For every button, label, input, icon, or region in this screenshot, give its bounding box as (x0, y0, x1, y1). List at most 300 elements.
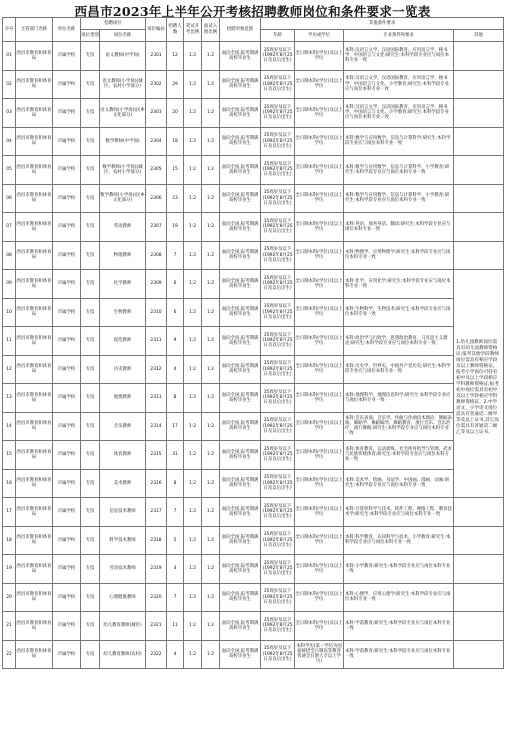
cell-dept: 西昌市教育和体育局 (16, 70, 53, 99)
cell-ratio2: 1:2 (202, 640, 220, 669)
cell-age: 35周岁及以下(1992年8月25日及以后出生) (261, 127, 295, 156)
cell-ratio2: 1:2 (202, 498, 220, 527)
cell-age: 35周岁及以下(1992年8月25日及以后出生) (261, 384, 295, 413)
cell-num: 4 (167, 555, 184, 584)
cell-num: 6 (167, 298, 184, 327)
cell-code: 2317 (146, 498, 167, 527)
cell-other (454, 99, 504, 128)
cell-type: 专技 (81, 640, 100, 669)
table-body (3, 42, 504, 669)
cell-ratio1: 1:2 (184, 70, 202, 99)
header-postype: 岗位类别 (81, 30, 100, 42)
cell-ratio1: 1:2 (184, 241, 202, 270)
table-row (3, 241, 504, 270)
cell-edu: 全日制本科(学位)及以上学历 (295, 498, 344, 527)
cell-major: 本科:历史学、世界史、中国共产党历史;研究生:本科学段专业应与岗位本科专业一致 (344, 355, 454, 384)
cell-name: 语文教师(小学岗)(民乡文化部分) (100, 99, 146, 128)
cell-code: 2320 (146, 583, 167, 612)
cell-major: 本科:学前教育;研究生:本科学段专业应与岗位本科专业一致 (344, 640, 454, 669)
cell-unit: 市属学校 (53, 70, 81, 99)
cell-unit: 市属学校 (53, 526, 81, 555)
cell-age: 35周岁及以下(1992年8月25日及以后出生) (261, 640, 295, 669)
cell-unit: 市属学校 (53, 640, 81, 669)
cell-edu: 全日制本科(学位)及以上学历 (295, 612, 344, 641)
cell-target: 面向全国,报考期满高校毕业生 (220, 412, 261, 441)
cell-age: 35周岁及以下(1992年8月25日及以后出生) (261, 42, 295, 71)
cell-age: 35周岁及以下(1992年8月25日及以后出生) (261, 441, 295, 470)
cell-target: 面向全国,报考期满高校毕业生 (220, 355, 261, 384)
cell-unit: 市属学校 (53, 184, 81, 213)
table-row (3, 612, 504, 641)
cell-ratio1: 1:2 (184, 583, 202, 612)
cell-ratio1: 1:2 (184, 526, 202, 555)
cell-age: 35周岁及以下(1992年8月25日及以后出生) (261, 70, 295, 99)
table-row (3, 583, 504, 612)
cell-seq: 09 (3, 270, 16, 299)
cell-other (454, 42, 504, 71)
cell-target: 面向全国,报考期满高校毕业生 (220, 384, 261, 413)
cell-edu: 全日制本科(学位)及以上学历 (295, 526, 344, 555)
cell-num: 7 (167, 498, 184, 527)
cell-num: 15 (167, 156, 184, 185)
cell-seq: 07 (3, 213, 16, 242)
cell-other (454, 156, 504, 185)
cell-unit: 市属学校 (53, 583, 81, 612)
cell-other (454, 555, 504, 584)
header-ratio1: 笔试开考比例 (184, 18, 202, 42)
cell-code: 2302 (146, 70, 167, 99)
cell-code: 2308 (146, 241, 167, 270)
table-row (3, 640, 504, 669)
cell-dept: 西昌市教育和体育局 (16, 99, 53, 128)
cell-code: 2312 (146, 355, 167, 384)
cell-seq: 20 (3, 583, 16, 612)
cell-target: 面向全国,报考期满高校毕业生 (220, 441, 261, 470)
cell-ratio2: 1:2 (202, 156, 220, 185)
header-seq: 序号 (3, 18, 16, 42)
cell-seq: 13 (3, 384, 16, 413)
cell-seq: 11 (3, 327, 16, 356)
cell-edu: 全日制本科(学位)及以上学历 (295, 583, 344, 612)
cell-type: 专技 (81, 99, 100, 128)
cell-seq: 04 (3, 127, 16, 156)
cell-unit: 市属学校 (53, 298, 81, 327)
cell-major: 本科:地理科学、地理信息科学;研究生:本科学段专业应与岗位本科专业一致 (344, 384, 454, 413)
cell-ratio1: 1:2 (184, 298, 202, 327)
cell-target: 面向全国,报考期满高校毕业生 (220, 70, 261, 99)
table-row (3, 270, 504, 299)
cell-major: 本科:体育教育、运动训练、社会体育指导与管理、武术与民族传统体育;研究生:本科学段专业应与岗位本科专业一致 (344, 441, 454, 470)
cell-ratio1: 1:2 (184, 127, 202, 156)
cell-edu: 全日制本科(学位)及以上学历 (295, 70, 344, 99)
cell-target: 面向全国,报考期满高校毕业生 (220, 127, 261, 156)
cell-seq: 14 (3, 412, 16, 441)
cell-dept: 西昌市教育和体育局 (16, 384, 53, 413)
cell-age: 35周岁及以下(1992年8月25日及以后出生) (261, 526, 295, 555)
cell-type: 专技 (81, 526, 100, 555)
cell-target: 面向全国,报考期满高校毕业生 (220, 469, 261, 498)
table-row (3, 555, 504, 584)
cell-ratio2: 1:2 (202, 555, 220, 584)
table-row (3, 498, 504, 527)
cell-age: 35周岁及以下(1992年8月25日及以后出生) (261, 355, 295, 384)
cell-unit: 市属学校 (53, 99, 81, 128)
cell-major: 本科:计算机科学与技术、软件工程、网络工程、教育技术学;研究生:本科学段专业应与岗位本科专业一致 (344, 498, 454, 527)
cell-seq: 12 (3, 355, 16, 384)
cell-ratio2: 1:2 (202, 127, 220, 156)
cell-edu: 全日制本科(学位)及以上学历 (295, 355, 344, 384)
cell-target: 面向全国,报考期满高校毕业生 (220, 640, 261, 669)
cell-major: 本科:数学与应用数学、信息与计算科学;研究生:本科学段专业应与岗位本科专业一致 (344, 127, 454, 156)
cell-other (454, 526, 504, 555)
table-row (3, 469, 504, 498)
cell-age: 35周岁及以下(1992年8月25日及以后出生) (261, 241, 295, 270)
cell-name: 劳动技术教师 (100, 555, 146, 584)
cell-seq: 18 (3, 526, 16, 555)
cell-type: 专技 (81, 327, 100, 356)
cell-seq: 05 (3, 156, 16, 185)
cell-type: 专技 (81, 213, 100, 242)
cell-other (454, 241, 504, 270)
header-other: 其他 (454, 30, 504, 42)
cell-ratio2: 1:2 (202, 241, 220, 270)
cell-code: 2303 (146, 99, 167, 128)
cell-ratio2: 1:2 (202, 70, 220, 99)
table-row (3, 384, 504, 413)
cell-major: 本科:美术学、绘画、书法学、中国画、漫画、动画;研究生:本科学段专业应与岗位本科专业一致 (344, 469, 454, 498)
header-cond: 其他条件要求 (261, 18, 504, 30)
cell-name: 地理教师 (100, 384, 146, 413)
cell-edu: 本科学历(第一学历为国家统招全日制高等教育普通全日制大专以上学历) (295, 640, 344, 669)
cell-ratio2: 1:2 (202, 355, 220, 384)
cell-ratio1: 1:2 (184, 441, 202, 470)
table-row (3, 70, 504, 99)
cell-name: 信息技术教师 (100, 498, 146, 527)
cell-dept: 西昌市教育和体育局 (16, 184, 53, 213)
cell-target: 面向全国,报考期满高校毕业生 (220, 156, 261, 185)
cell-ratio1: 1:2 (184, 270, 202, 299)
cell-ratio2: 1:2 (202, 42, 220, 71)
cell-dept: 西昌市教育和体育局 (16, 213, 53, 242)
cell-code: 2315 (146, 441, 167, 470)
cell-major: 本科:汉语言文学、汉语国际教育、应用语言学、秘书学、中国语言与文化、小学教育;研究生:本科学段专业应与岗位本科专业一致 (344, 99, 454, 128)
table-row (3, 156, 504, 185)
cell-edu: 全日制本科(学位)及以上学历 (295, 184, 344, 213)
cell-unit: 市属学校 (53, 270, 81, 299)
table-row (3, 99, 504, 128)
table-row (3, 441, 504, 470)
cell-num: 31 (167, 441, 184, 470)
cell-code: 2306 (146, 184, 167, 213)
cell-major: 本科:英语、商务英语、翻译;研究生:本科学段专业应与岗位本科专业一致 (344, 213, 454, 242)
cell-ratio2: 1:2 (202, 412, 220, 441)
cell-other (454, 213, 504, 242)
cell-ratio2: 1:2 (202, 99, 220, 128)
cell-ratio2: 1:2 (202, 213, 220, 242)
cell-num: 9 (167, 327, 184, 356)
cell-major: 本科:学前教育;研究生:本科学段专业应与岗位本科专业一致 (344, 612, 454, 641)
cell-code: 2322 (146, 640, 167, 669)
cell-age: 35周岁及以下(1992年8月25日及以后出生) (261, 213, 295, 242)
header-unit: 单位名称 (53, 18, 81, 42)
header-age: 年龄 (261, 30, 295, 42)
cell-seq: 22 (3, 640, 16, 669)
cell-num: 23 (167, 184, 184, 213)
cell-age: 35周岁及以下(1992年8月25日及以后出生) (261, 327, 295, 356)
cell-num: 5 (167, 526, 184, 555)
cell-num: 20 (167, 99, 184, 128)
cell-major: 本科:数学与应用数学、信息与计算科学、小学教育;研究生:本科学段专业应与岗位本科专业一致 (344, 184, 454, 213)
cell-major: 本科:心理学、应用心理学;研究生:本科学段专业应与岗位本科专业一致 (344, 583, 454, 612)
cell-ratio1: 1:2 (184, 42, 202, 71)
cell-major: 本科:物理学、应用物理学;研究生:本科学段专业应与岗位本科专业一致 (344, 241, 454, 270)
cell-target: 面向全国,报考期满高校毕业生 (220, 612, 261, 641)
cell-seq: 10 (3, 298, 16, 327)
cell-edu: 全日制本科(学位)及以上学历 (295, 412, 344, 441)
cell-other (454, 70, 504, 99)
cell-name: 美术教师 (100, 469, 146, 498)
cell-dept: 西昌市教育和体育局 (16, 127, 53, 156)
cell-seq: 03 (3, 99, 16, 128)
cell-ratio2: 1:2 (202, 583, 220, 612)
cell-major: 本科:小学教育;研究生:本科学段专业应与岗位本科专业一致 (344, 555, 454, 584)
cell-ratio1: 1:2 (184, 327, 202, 356)
cell-unit: 市属学校 (53, 213, 81, 242)
cell-unit: 市属学校 (53, 441, 81, 470)
cell-edu: 全日制本科(学位)及以上学历 (295, 298, 344, 327)
cell-dept: 西昌市教育和体育局 (16, 555, 53, 584)
cell-type: 专技 (81, 42, 100, 71)
cell-type: 专技 (81, 412, 100, 441)
cell-edu: 全日制本科(学位)及以上学历 (295, 156, 344, 185)
cell-edu: 全日制本科(学位)及以上学历 (295, 327, 344, 356)
cell-code: 2318 (146, 526, 167, 555)
cell-other (454, 184, 504, 213)
cell-age: 35周岁及以下(1992年8月25日及以后出生) (261, 184, 295, 213)
table-row (3, 42, 504, 71)
cell-other (454, 498, 504, 527)
cell-age: 35周岁及以下(1992年8月25日及以后出生) (261, 298, 295, 327)
cell-target: 面向全国,报考期满高校毕业生 (220, 213, 261, 242)
cell-ratio1: 1:2 (184, 469, 202, 498)
cell-edu: 全日制本科(学位)及以上学历 (295, 241, 344, 270)
cell-major: 本科:汉语言文学、汉语国际教育、应用语言学、秘书学、中国语言与文化;研究生:本科学段专业应与岗位本科专业一致 (344, 42, 454, 71)
cell-age: 35周岁及以下(1992年8月25日及以后出生) (261, 99, 295, 128)
cell-dept: 西昌市教育和体育局 (16, 640, 53, 669)
cell-name: 数学教师(小学岗)(城区、农村小学部分) (100, 156, 146, 185)
cell-age: 35周岁及以下(1992年8月25日及以后出生) (261, 583, 295, 612)
cell-name: 生物教师 (100, 298, 146, 327)
cell-name: 数学教师(中学岗) (100, 127, 146, 156)
cell-type: 专技 (81, 298, 100, 327)
table-row (3, 355, 504, 384)
cell-name: 幼儿教育教师(城区) (100, 612, 146, 641)
cell-ratio1: 1:2 (184, 612, 202, 641)
cell-other (454, 640, 504, 669)
cell-num: 7 (167, 241, 184, 270)
cell-edu: 全日制本科(学位)及以上学历 (295, 555, 344, 584)
header-posgroup: 招聘岗位 (81, 18, 146, 30)
cell-ratio2: 1:2 (202, 270, 220, 299)
cell-other (454, 127, 504, 156)
cell-ratio2: 1:2 (202, 327, 220, 356)
cell-unit: 市属学校 (53, 384, 81, 413)
cell-unit: 市属学校 (53, 156, 81, 185)
cell-edu: 全日制本科(学位)及以上学历 (295, 42, 344, 71)
cell-code: 2310 (146, 298, 167, 327)
cell-target: 面向全国,报考期满高校毕业生 (220, 270, 261, 299)
cell-unit: 市属学校 (53, 412, 81, 441)
cell-code: 2305 (146, 156, 167, 185)
header-ratio2: 面试入围比例 (202, 18, 220, 42)
cell-ratio1: 1:2 (184, 156, 202, 185)
cell-other-note: 1.幼儿园教师岗位需具有幼儿园教师资格证;报考其他学段教师岗位需具有相应学段及以上教师资格证。报考小学岗位可持有初中及以上学段相应学科教师资格证;报考初中岗位需具有初中及以上学段相应学科教师资格证。2.中学语文、小学语文岗位需具有普通话二级甲等及以上证书,其它岗位需具有普通话二级乙等及以上证书。 (454, 270, 504, 498)
cell-type: 专技 (81, 498, 100, 527)
cell-code: 2304 (146, 127, 167, 156)
header-major: 专业条件和要求 (344, 30, 454, 42)
cell-ratio2: 1:2 (202, 298, 220, 327)
cell-target: 面向全国,报考期满高校毕业生 (220, 327, 261, 356)
cell-code: 2313 (146, 384, 167, 413)
cell-age: 35周岁及以下(1992年8月25日及以后出生) (261, 156, 295, 185)
cell-name: 体育教师 (100, 441, 146, 470)
cell-type: 专技 (81, 583, 100, 612)
cell-unit: 市属学校 (53, 355, 81, 384)
cell-seq: 21 (3, 612, 16, 641)
cell-num: 29 (167, 70, 184, 99)
cell-ratio1: 1:2 (184, 555, 202, 584)
cell-code: 2321 (146, 612, 167, 641)
cell-ratio1: 1:2 (184, 213, 202, 242)
header-poscode: 岗位编码 (146, 18, 167, 42)
cell-name: 英语教师 (100, 213, 146, 242)
cell-ratio2: 1:2 (202, 441, 220, 470)
cell-edu: 全日制本科(学位)及以上学历 (295, 213, 344, 242)
cell-name: 语文教师(中学岗) (100, 42, 146, 71)
cell-dept: 西昌市教育和体育局 (16, 441, 53, 470)
cell-dept: 西昌市教育和体育局 (16, 156, 53, 185)
table-row (3, 184, 504, 213)
cell-ratio1: 1:2 (184, 640, 202, 669)
cell-ratio2: 1:2 (202, 526, 220, 555)
cell-age: 35周岁及以下(1992年8月25日及以后出生) (261, 612, 295, 641)
cell-edu: 全日制本科(学位)及以上学历 (295, 127, 344, 156)
cell-num: 6 (167, 270, 184, 299)
cell-num: 11 (167, 612, 184, 641)
cell-name: 物理教师 (100, 241, 146, 270)
cell-unit: 市属学校 (53, 127, 81, 156)
cell-dept: 西昌市教育和体育局 (16, 42, 53, 71)
cell-major: 本科:数学与应用数学、信息与计算科学、小学教育;研究生:本科学段专业应与岗位本科专业一致 (344, 156, 454, 185)
cell-age: 35周岁及以下(1992年8月25日及以后出生) (261, 555, 295, 584)
cell-code: 2307 (146, 213, 167, 242)
cell-other (454, 583, 504, 612)
page-title: 西昌市2023年上半年公开考核招聘教师岗位和条件要求一览表 (74, 4, 431, 19)
cell-num: 12 (167, 42, 184, 71)
cell-type: 专技 (81, 469, 100, 498)
cell-seq: 17 (3, 498, 16, 527)
recruitment-table (2, 17, 504, 669)
cell-major: 本科:汉语言文学、汉语国际教育、应用语言学、秘书学、中国语言与文化、小学教育;研究生:本科学段专业应与岗位本科专业一致 (344, 70, 454, 99)
cell-ratio1: 1:2 (184, 412, 202, 441)
cell-num: 17 (167, 412, 184, 441)
cell-age: 35周岁及以下(1992年8月25日及以后出生) (261, 498, 295, 527)
cell-ratio1: 1:2 (184, 498, 202, 527)
cell-name: 音乐教师 (100, 412, 146, 441)
cell-target: 面向全国,报考期满高校毕业生 (220, 555, 261, 584)
cell-edu: 全日制本科(学位)及以上学历 (295, 99, 344, 128)
cell-ratio1: 1:2 (184, 99, 202, 128)
cell-target: 面向全国,报考期满高校毕业生 (220, 583, 261, 612)
cell-unit: 市属学校 (53, 612, 81, 641)
cell-ratio2: 1:2 (202, 184, 220, 213)
cell-type: 专技 (81, 184, 100, 213)
cell-target: 面向全国,报考期满高校毕业生 (220, 526, 261, 555)
table-row (3, 412, 504, 441)
cell-dept: 西昌市教育和体育局 (16, 583, 53, 612)
cell-dept: 西昌市教育和体育局 (16, 612, 53, 641)
cell-num: 18 (167, 127, 184, 156)
cell-major: 本科:政治学与行政学、思想政治教育、马克思主义理论;研究生:本科学段专业应与岗位本科专业一致 (344, 327, 454, 356)
cell-major: 本科:音乐表演、音乐学、作曲与作曲技术理论、舞蹈表演、舞蹈学、舞蹈编导、舞蹈教育、流行音乐、音乐治疗、流行舞蹈;研究生:本科学段专业应与岗位本科专业一致 (344, 412, 454, 441)
cell-name: 语文教师(小学岗)(城区、农村小学部分) (100, 70, 146, 99)
cell-edu: 全日制本科(学位)及以上学历 (295, 469, 344, 498)
cell-ratio1: 1:2 (184, 184, 202, 213)
cell-age: 35周岁及以下(1992年8月25日及以后出生) (261, 412, 295, 441)
table-row (3, 213, 504, 242)
cell-age: 35周岁及以下(1992年8月25日及以后出生) (261, 469, 295, 498)
cell-seq: 01 (3, 42, 16, 71)
cell-target: 面向全国,报考期满高校毕业生 (220, 184, 261, 213)
cell-target: 面向全国,报考期满高校毕业生 (220, 241, 261, 270)
cell-name: 科学技术教师 (100, 526, 146, 555)
cell-type: 专技 (81, 355, 100, 384)
cell-num: 7 (167, 583, 184, 612)
cell-code: 2311 (146, 327, 167, 356)
cell-code: 2309 (146, 270, 167, 299)
header-posname: 岗位名称 (100, 30, 146, 42)
cell-edu: 全日制本科(学位)及以上学历 (295, 441, 344, 470)
cell-dept: 西昌市教育和体育局 (16, 270, 53, 299)
table-row (3, 127, 504, 156)
cell-num: 4 (167, 640, 184, 669)
cell-unit: 市属学校 (53, 327, 81, 356)
cell-name: 数学教师(小学岗)(民乡文化部分) (100, 184, 146, 213)
header-target: 招聘对象范围 (220, 18, 261, 42)
cell-other (454, 612, 504, 641)
cell-num: 8 (167, 469, 184, 498)
cell-dept: 西昌市教育和体育局 (16, 298, 53, 327)
cell-type: 专技 (81, 555, 100, 584)
cell-major: 本科:生物科学、生物技术;研究生:本科学段专业应与岗位本科专业一致 (344, 298, 454, 327)
cell-name: 化学教师 (100, 270, 146, 299)
cell-type: 专技 (81, 70, 100, 99)
cell-ratio2: 1:2 (202, 612, 220, 641)
cell-type: 专技 (81, 270, 100, 299)
cell-name: 政治教师 (100, 327, 146, 356)
cell-seq: 15 (3, 441, 16, 470)
cell-type: 专技 (81, 127, 100, 156)
cell-dept: 西昌市教育和体育局 (16, 526, 53, 555)
cell-dept: 西昌市教育和体育局 (16, 327, 53, 356)
cell-name: 历史教师 (100, 355, 146, 384)
cell-seq: 02 (3, 70, 16, 99)
cell-code: 2316 (146, 469, 167, 498)
cell-target: 面向全国,报考期满高校毕业生 (220, 42, 261, 71)
cell-dept: 西昌市教育和体育局 (16, 469, 53, 498)
cell-name: 心理健康教师 (100, 583, 146, 612)
header-edu: 学历或学位 (295, 30, 344, 42)
